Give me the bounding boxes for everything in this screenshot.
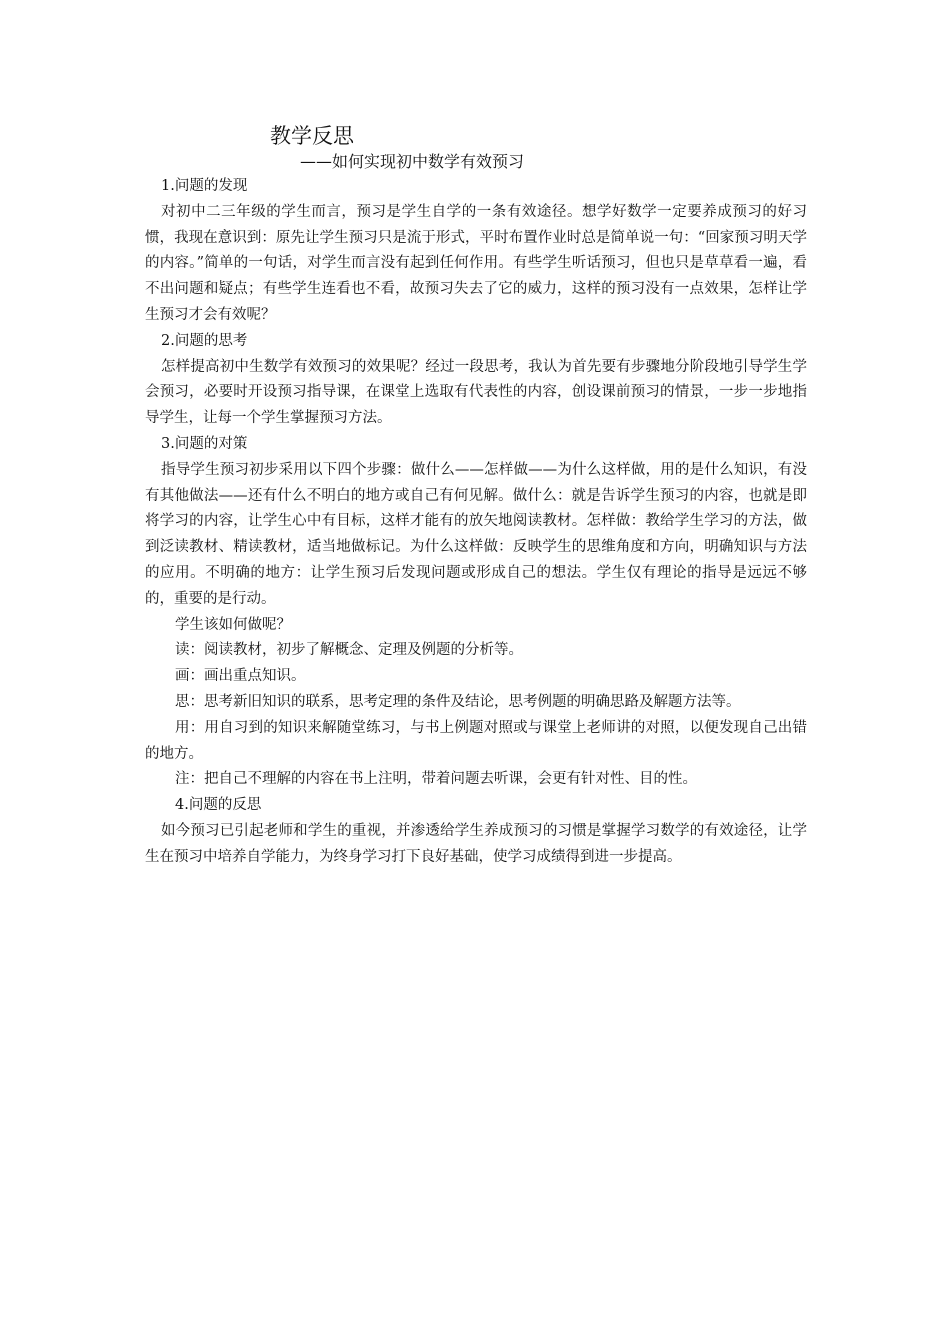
section-paragraph-3: 指导学生预习初步采用以下四个步骤：做什么——怎样做——为什么这样做，用的是什么知识，有没有其他做法——还有什么不明白的地方或自己有何见解。做什么：就是告诉学生预习的内容，也就是即将学习的内容，让学生心中有目标，这样才能有的放矢地阅读教材。怎样做：教给学生学习的方法，做到泛读教材、精读教材，适当地做标记。为什么这样做：反映学生的思维角度和方向，明确知识与方法的应用。不明确的地方：让学生预习后发现问题或形成自己的想法。学生仅有理论的指导是远远不够的，重要的是行动。 <box>145 461 807 607</box>
section-heading-2: 2.问题的思考 <box>161 332 248 349</box>
section-paragraph-2: 怎样提高初中生数学有效预习的效果呢？经过一段思考，我认为首先要有步骤地分阶段地引导学生学会预习，必要时开设预习指导课，在课堂上选取有代表性的内容，创设课前预习的情景，一步一步地指导学生，让每一个学生掌握预习方法。 <box>145 358 807 427</box>
document-body <box>145 174 807 871</box>
list-item-read: 读：阅读教材，初步了解概念、定理及例题的分析等。 <box>175 642 523 659</box>
document-subtitle: ——如何实现初中数学有效预习 <box>300 152 525 171</box>
list-item-think: 思：思考新旧知识的联系，思考定理的条件及结论，思考例题的明确思路及解题方法等。 <box>175 693 741 710</box>
section-heading-3: 3.问题的对策 <box>161 435 248 452</box>
section-paragraph-1: 对初中二三年级的学生而言，预习是学生自学的一条有效途径。想学好数学一定要养成预习的好习惯，我现在意识到：原先让学生预习只是流于形式，平时布置作业时总是简单说一句：“回家预习明天学的内容。”简单的一句话，对学生而言没有起到任何作用。有些学生听话预习，但也只是草草看一遍，看不出问题和疑点；有些学生连看也不看，故预习失去了它的威力，这样的预习没有一点效果，怎样让学生预习才会有效呢？ <box>145 203 807 323</box>
document-title: 教学反思 <box>270 124 354 148</box>
list-item-use: 用：用自习到的知识来解随堂练习，与书上例题对照或与课堂上老师讲的对照，以便发现自己出错的地方。 <box>145 719 807 762</box>
section-heading-1: 1.问题的发现 <box>161 178 248 194</box>
list-item-draw: 画：画出重点知识。 <box>175 668 306 685</box>
section-paragraph-4: 如今预习已引起老师和学生的重视，并渗透给学生养成预习的习惯是掌握学习数学的有效途径，让学生在预习中培养自学能力，为终身学习打下良好基础，使学习成绩得到进一步提高。 <box>145 822 807 865</box>
section-heading-4: 4.问题的反思 <box>175 797 262 814</box>
list-item-note: 注：把自己不理解的内容在书上注明，带着问题去听课，会更有针对性、目的性。 <box>175 771 697 788</box>
list-item-question: 学生该如何做呢？ <box>175 616 291 633</box>
